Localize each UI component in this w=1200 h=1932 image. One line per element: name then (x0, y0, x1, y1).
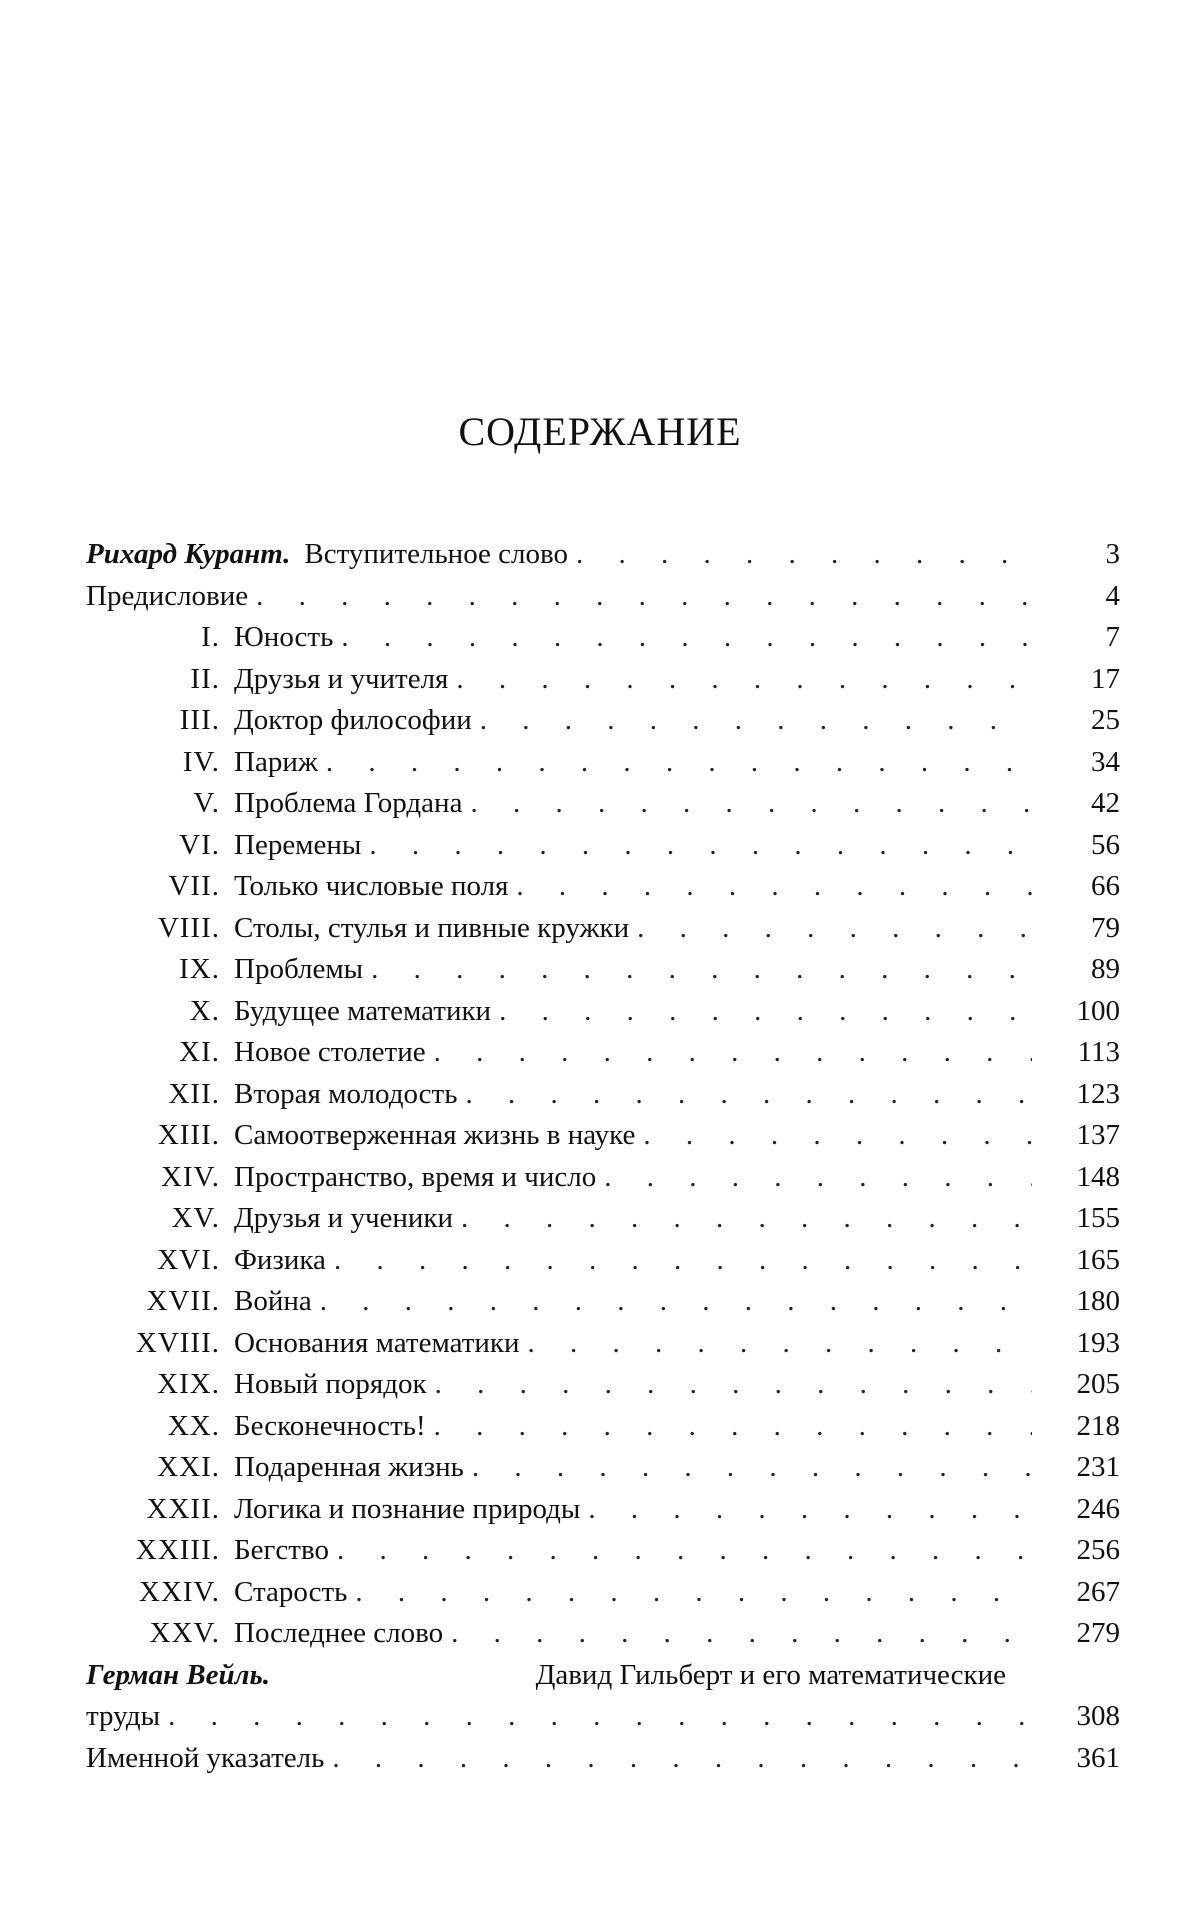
page-title: СОДЕРЖАНИЕ (458, 409, 742, 454)
chapter-number: XXII. (146, 1492, 220, 1525)
toc-chapter-row[interactable] (90, 949, 1120, 991)
chapter-page-number: 7 (1105, 621, 1120, 653)
leader-dots (334, 1240, 1032, 1282)
chapter-title: Новый порядок (234, 1368, 427, 1400)
leader-dots (371, 949, 1032, 991)
leader-dots (604, 1157, 1032, 1199)
entry-page-number: 4 (1105, 579, 1120, 612)
chapter-page-number: 56 (1091, 828, 1120, 861)
toc-entry-foreword[interactable] (86, 534, 1120, 576)
toc-chapter-row[interactable] (90, 1074, 1120, 1116)
chapter-page-number: 34 (1091, 745, 1120, 778)
chapter-number: IV. (182, 745, 220, 778)
chapter-number: XI. (179, 1036, 220, 1068)
chapter-page-number: 267 (1076, 1575, 1120, 1608)
chapter-number: VIII. (157, 911, 220, 944)
chapter-number: XIII. (157, 1119, 220, 1151)
chapter-title: Логика и познание природы (234, 1492, 581, 1525)
chapter-number: XII. (168, 1077, 220, 1110)
leader-dots (499, 991, 1032, 1033)
entry-author: Рихард Курант. (86, 538, 291, 570)
chapter-page-number: 89 (1091, 953, 1120, 985)
leader-dots (320, 1281, 1032, 1323)
chapter-title: Физика (234, 1243, 326, 1276)
leader-dots (332, 1738, 1032, 1780)
chapter-number: V. (193, 787, 220, 819)
toc-chapter-row[interactable] (90, 1198, 1120, 1240)
chapter-title: Париж (234, 745, 318, 778)
chapter-title: Друзья и ученики (234, 1202, 454, 1234)
chapter-title: Подаренная жизнь (234, 1451, 464, 1483)
chapter-number: IX. (179, 953, 220, 985)
leader-dots (516, 866, 1032, 908)
leader-dots (337, 1530, 1032, 1572)
leader-dots (643, 1115, 1032, 1157)
chapter-number: XXV. (149, 1617, 220, 1649)
leader-dots (168, 1696, 1032, 1738)
chapter-title: Проблемы (234, 953, 364, 985)
chapter-title: Старость (234, 1575, 348, 1608)
toc-chapter-row[interactable] (90, 1447, 1120, 1489)
toc-entry-weyl[interactable] (86, 1655, 1120, 1738)
chapter-number: XVI. (157, 1243, 220, 1276)
leader-dots (434, 1406, 1032, 1448)
toc-chapter-row[interactable] (90, 1406, 1120, 1448)
chapter-number: XVIII. (135, 1326, 220, 1359)
entry-title-line1: Давид Гильберт и его математические (535, 1658, 1006, 1691)
chapter-number: XXIII. (135, 1534, 220, 1566)
toc-chapter-row[interactable] (90, 1530, 1120, 1572)
entry-title-line2: труды (86, 1700, 161, 1732)
entry-title: Именной указатель (86, 1741, 325, 1774)
chapter-page-number: 25 (1091, 704, 1120, 736)
toc-chapter-row[interactable] (90, 1240, 1120, 1282)
chapter-title: Бесконечность! (234, 1409, 426, 1442)
toc-chapter-row[interactable] (90, 866, 1120, 908)
chapter-title: Только числовые поля (234, 870, 509, 902)
chapter-number: XXIV. (139, 1575, 220, 1608)
chapter-page-number: 148 (1076, 1160, 1120, 1193)
chapter-page-number: 123 (1076, 1077, 1120, 1110)
chapter-page-number: 100 (1076, 994, 1120, 1027)
toc-chapter-row[interactable] (90, 1281, 1120, 1323)
entry-page-number: 361 (1076, 1741, 1120, 1774)
leader-dots (576, 534, 1032, 576)
toc-chapter-row[interactable] (90, 659, 1120, 701)
chapter-title: Бегство (234, 1534, 329, 1566)
toc-entry-preface[interactable] (86, 576, 1120, 618)
leader-dots (637, 908, 1032, 950)
entry-page-number: 308 (1076, 1700, 1120, 1732)
entry-page-number: 3 (1105, 538, 1120, 570)
leader-dots (326, 742, 1032, 784)
leader-dots (465, 1074, 1032, 1116)
leader-dots (470, 783, 1032, 825)
chapter-title: Будущее математики (234, 994, 492, 1027)
leader-dots (480, 700, 1032, 742)
chapter-title: Вторая молодость (234, 1077, 458, 1110)
chapter-number: III. (179, 704, 220, 736)
toc-chapter-row[interactable] (90, 908, 1120, 950)
toc-chapter-row[interactable] (90, 1489, 1120, 1531)
chapter-title: Доктор философии (234, 704, 472, 736)
chapter-title: Война (234, 1285, 312, 1317)
chapter-title: Пространство, время и число (234, 1160, 597, 1193)
chapter-page-number: 155 (1076, 1202, 1120, 1234)
toc-chapter-row[interactable] (90, 1032, 1120, 1074)
table-of-contents (86, 534, 1120, 1779)
chapter-number: I. (201, 621, 220, 653)
toc-chapter-row[interactable] (90, 1115, 1120, 1157)
toc-entry-index[interactable] (86, 1738, 1120, 1780)
leader-dots (434, 1032, 1032, 1074)
chapter-page-number: 256 (1076, 1534, 1120, 1566)
chapter-number: VI. (179, 828, 220, 861)
chapter-page-number: 180 (1076, 1285, 1120, 1317)
leader-dots (588, 1489, 1032, 1531)
chapter-page-number: 79 (1091, 911, 1120, 944)
chapter-title: Самоотверженная жизнь в науке (234, 1119, 636, 1151)
chapter-number: VII. (168, 870, 220, 902)
chapter-title: Новое столетие (234, 1036, 426, 1068)
leader-dots (472, 1447, 1032, 1489)
chapter-number: II. (190, 662, 220, 695)
entry-title: Предисловие (86, 579, 249, 612)
chapter-title: Перемены (234, 828, 362, 861)
chapter-page-number: 205 (1076, 1368, 1120, 1400)
toc-chapter-row[interactable] (90, 783, 1120, 825)
toc-chapter-row[interactable] (90, 1157, 1120, 1199)
chapter-page-number: 42 (1091, 787, 1120, 819)
toc-chapter-row[interactable] (90, 1613, 1120, 1655)
leader-dots (456, 659, 1032, 701)
toc-chapter-row[interactable] (90, 825, 1120, 867)
chapter-title: Друзья и учителя (234, 662, 449, 695)
chapter-page-number: 165 (1076, 1243, 1120, 1276)
chapter-title: Последнее слово (234, 1617, 444, 1649)
chapter-list (90, 617, 1120, 1655)
chapter-number: XXI. (157, 1451, 220, 1483)
chapter-number: XVII. (146, 1285, 220, 1317)
leader-dots (451, 1613, 1032, 1655)
chapter-number: XV. (171, 1202, 220, 1234)
toc-chapter-row[interactable] (90, 1364, 1120, 1406)
chapter-page-number: 193 (1076, 1326, 1120, 1359)
leader-dots (341, 617, 1032, 659)
entry-author: Герман Вейль. (86, 1658, 271, 1691)
leader-dots (435, 1364, 1032, 1406)
entry-title: Вступительное слово (304, 538, 569, 570)
chapter-page-number: 218 (1076, 1409, 1120, 1442)
chapter-number: XX. (167, 1409, 220, 1442)
toc-chapter-row[interactable] (90, 1572, 1120, 1614)
leader-dots (461, 1198, 1032, 1240)
toc-chapter-row[interactable] (90, 742, 1120, 784)
leader-dots (256, 576, 1032, 618)
chapter-page-number: 231 (1076, 1451, 1120, 1483)
chapter-page-number: 137 (1076, 1119, 1120, 1151)
chapter-title: Столы, стулья и пивные кружки (234, 911, 630, 944)
toc-chapter-row[interactable] (90, 1323, 1120, 1365)
leader-dots (355, 1572, 1032, 1614)
chapter-title: Юность (234, 621, 334, 653)
chapter-page-number: 66 (1091, 870, 1120, 902)
chapter-page-number: 17 (1091, 662, 1120, 695)
chapter-page-number: 279 (1076, 1617, 1120, 1649)
toc-chapter-row[interactable] (90, 991, 1120, 1033)
chapter-number: XIX. (157, 1368, 220, 1400)
chapter-page-number: 246 (1076, 1492, 1120, 1525)
chapter-number: XIV. (160, 1160, 220, 1193)
chapter-title: Основания математики (234, 1326, 520, 1359)
toc-chapter-row[interactable] (90, 700, 1120, 742)
chapter-title: Проблема Гордана (234, 787, 463, 819)
toc-chapter-row[interactable] (90, 617, 1120, 659)
chapter-number: X. (189, 994, 220, 1027)
leader-dots (528, 1323, 1032, 1365)
chapter-page-number: 113 (1077, 1036, 1120, 1068)
leader-dots (369, 825, 1032, 867)
